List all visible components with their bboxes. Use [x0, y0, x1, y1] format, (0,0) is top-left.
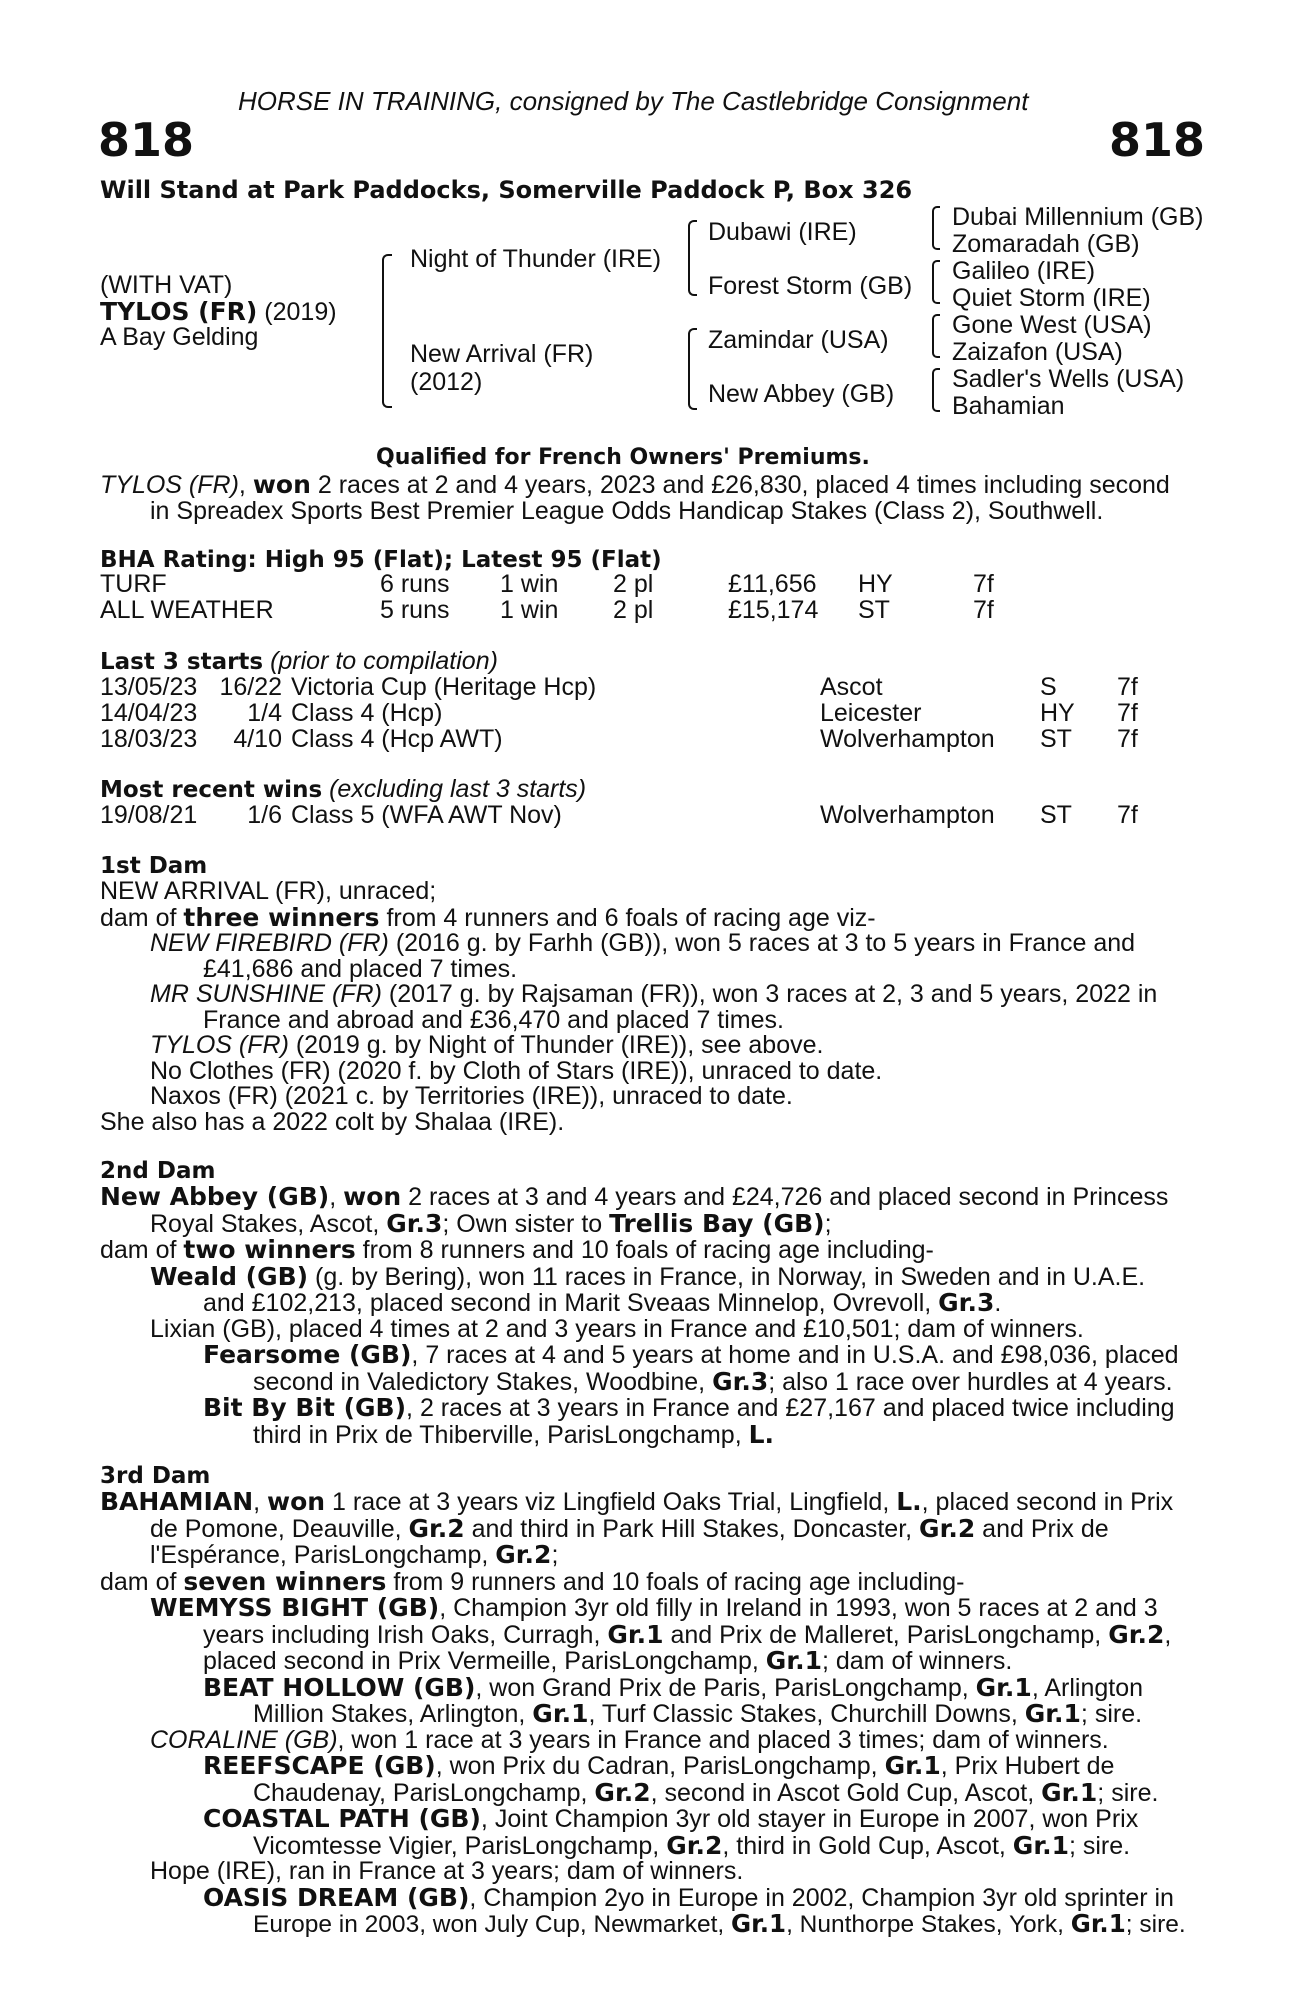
win-date: 19/08/21: [100, 801, 198, 829]
win-distance: 7f: [1117, 801, 1138, 829]
summary-text: 2 races at 2 and 4 years, 2023 and £26,830, placed 4 times including second: [317, 471, 1170, 499]
dam3-foal-coraline: CORALINE (GB), won 1 race at 3 years in France and placed 3 times; dam of winners.: [150, 1725, 1109, 1754]
start-going: HY: [1040, 699, 1075, 727]
start-race: Class 4 (Hcp): [291, 699, 443, 727]
sire: Night of Thunder (IRE): [410, 245, 662, 273]
start-course: Wolverhampton: [820, 725, 995, 753]
dam2-grandfoal-bit-by-bit: Bit By Bit (GB), 2 races at 3 years in France and £27,167 and placed twice including: [203, 1393, 1175, 1422]
rating-runs: 6 runs: [380, 570, 450, 598]
summary-horse-name: TYLOS (FR): [100, 471, 239, 499]
dam1-foal-no-clothes: No Clothes (FR) (2020 f. by Cloth of Stars (IRE)), unraced to date.: [150, 1056, 883, 1085]
brace-sire: [688, 220, 697, 296]
last-starts-note: (prior to compilation): [270, 647, 498, 675]
dam1-title: 1st Dam: [100, 853, 208, 879]
dam-year: (2012): [410, 368, 483, 396]
recent-wins-heading: [100, 777, 586, 804]
dam1-foal-tylos: TYLOS (FR) (2019 g. by Night of Thunder (IRE)), see above.: [150, 1031, 824, 1059]
dam3-foal-hope: Hope (IRE), ran in France at 3 years; dam of winners.: [150, 1857, 744, 1885]
dam3-section: [100, 1489, 1204, 1938]
horse-year: (2019): [264, 298, 337, 326]
dam1-section: [100, 879, 1204, 1135]
rating-placed: 2 pl: [613, 596, 654, 624]
brace-sire-dam: [932, 260, 940, 304]
start-date: 13/05/23: [100, 673, 198, 701]
rating-earnings: £15,174: [728, 596, 819, 624]
dam-sire-dam: Zaizafon (USA): [952, 338, 1123, 366]
rating-wins: 1 win: [500, 596, 559, 624]
rating-going: HY: [858, 570, 893, 598]
dam3-foal-wemyss-bight-cont: years including Irish Oaks, Curragh, Gr.1 and Prix de Malleret, ParisLongchamp, Gr.2,: [203, 1619, 1172, 1649]
start-course: Leicester: [820, 699, 922, 727]
dam2-grandfoal-bit-by-bit-cont: third in Prix de Thiberville, ParisLongchamp, L.: [253, 1419, 775, 1449]
brace-sire-sire: [932, 206, 940, 250]
summary-line-2: in Spreadex Sports Best Premier League Odds Handicap Stakes (Class 2), Southwell.: [150, 496, 1104, 525]
dam2-section: [100, 1184, 1204, 1448]
dam3-intro-cont-2: l'Espérance, ParisLongchamp, Gr.2;: [150, 1540, 559, 1569]
brace-horse: [382, 254, 392, 408]
race-summary: TYLOS (FR), won 2 races at 2 and 4 years, 2023 and £26,830, placed 4 times including second in Spreadex Sports Best Premier League Odds Handicap Stakes (Class 2), Southwell.: [100, 472, 1204, 524]
start-going: S: [1040, 673, 1057, 701]
dam3-grandfoal-reefscape: REEFSCAPE (GB), won Prix du Cadran, ParisLongchamp, Gr.1, Prix Hubert de: [203, 1751, 1115, 1780]
start-position: 4/10: [233, 725, 282, 753]
dam1-foal-naxos: Naxos (FR) (2021 c. by Territories (IRE)), unraced to date.: [150, 1082, 793, 1110]
rating-distance: 7f: [973, 596, 994, 624]
recent-wins-title: Most recent wins: [100, 777, 323, 803]
consignment-header: HORSE IN TRAINING, consigned by The Castlebridge Consignment: [238, 86, 1029, 116]
dam3-grandfoal-oasis-dream-cont: Europe in 2003, won July Cup, Newmarket, Gr.1, Nunthorpe Stakes, York, Gr.1; sire.: [253, 1909, 1186, 1938]
win-race: Class 5 (WFA AWT Nov): [291, 801, 562, 829]
start-date: 18/03/23: [100, 725, 198, 753]
brace-dam-sire: [932, 314, 940, 358]
dam2-intro: New Abbey (GB), won 2 races at 3 and 4 years and £24,726 and placed second in Princess: [100, 1182, 1169, 1211]
dam3-grandfoal-beat-hollow-cont: Million Stakes, Arlington, Gr.1, Turf Classic Stakes, Churchill Downs, Gr.1; sire.: [253, 1699, 1143, 1728]
dam3-intro-cont: de Pomone, Deauville, Gr.2 and third in Park Hill Stakes, Doncaster, Gr.2 and Prix de: [150, 1513, 1109, 1543]
dam2-foal-lixian: Lixian (GB), placed 4 times at 2 and 3 years in France and £10,501; dam of winners.: [150, 1314, 1084, 1343]
recent-wins-note: (excluding last 3 starts): [329, 775, 587, 803]
rating-title: BHA Rating: High 95 (Flat); Latest 95 (Flat): [100, 547, 662, 573]
sire-sire-dam: Zomaradah (GB): [952, 230, 1140, 258]
start-date: 14/04/23: [100, 699, 198, 727]
start-course: Ascot: [820, 673, 883, 701]
brace-dam-dam: [932, 368, 940, 412]
lot-number-left: 818: [98, 113, 195, 167]
dam2-intro-cont: Royal Stakes, Ascot, Gr.3; Own sister to Trellis Bay (GB);: [150, 1208, 832, 1238]
rating-surface: ALL WEATHER: [100, 596, 274, 624]
start-position: 1/4: [247, 699, 282, 727]
dam3-grandfoal-coastal-path: COASTAL PATH (GB), Joint Champion 3yr old stayer in Europe in 2007, won Prix: [203, 1804, 1139, 1833]
dam3-grandfoal-coastal-path-cont: Vicomtesse Vigier, ParisLongchamp, Gr.2, third in Gold Cup, Ascot, Gr.1; sire.: [253, 1830, 1131, 1860]
start-distance: 7f: [1117, 699, 1138, 727]
dam3-foal-wemyss-bight-cont-2: placed second in Prix Vermeille, ParisLongchamp, Gr.1; dam of winners.: [203, 1646, 1013, 1675]
horse-title: [100, 299, 337, 326]
premiums-note: Qualified for French Owners' Premiums.: [376, 445, 870, 470]
dam3-title: 3rd Dam: [100, 1463, 211, 1489]
rating-earnings: £11,656: [728, 570, 817, 598]
dam-sire: Zamindar (USA): [708, 326, 889, 354]
dam2-foal-weald: Weald (GB) (g. by Bering), won 11 races in France, in Norway, in Sweden and in U.A.E.: [150, 1261, 1146, 1291]
win-going: ST: [1040, 801, 1072, 829]
dam1-also: She also has a 2022 colt by Shalaa (IRE).: [100, 1107, 565, 1136]
rating-going: ST: [858, 596, 890, 624]
dam-sire-sire: Gone West (USA): [952, 311, 1152, 339]
dam1-foal-new-firebird-cont: £41,686 and placed 7 times.: [203, 954, 518, 983]
lot-number-right: 818: [1108, 113, 1205, 167]
dam2-produce-summary: dam of two winners from 8 runners and 10 foals of racing age including-: [100, 1235, 934, 1264]
last-starts-heading: [100, 649, 498, 676]
stand-location: Will Stand at Park Paddocks, Somerville Paddock P, Box 326: [100, 176, 913, 204]
start-race: Victoria Cup (Heritage Hcp): [291, 673, 597, 701]
vat-note: (WITH VAT): [100, 271, 233, 299]
dam2-title: 2nd Dam: [100, 1158, 216, 1184]
dam3-grandfoal-beat-hollow: BEAT HOLLOW (GB), won Grand Prix de Paris, ParisLongchamp, Gr.1, Arlington: [203, 1672, 1144, 1702]
win-position: 1/6: [247, 801, 282, 829]
rating-surface: TURF: [100, 570, 167, 598]
dam2-foal-weald-cont: and £102,213, placed second in Marit Sveaas Minnelop, Ovrevoll, Gr.3.: [203, 1288, 1002, 1317]
rating-runs: 5 runs: [380, 596, 450, 624]
rating-distance: 7f: [973, 570, 994, 598]
start-going: ST: [1040, 725, 1072, 753]
start-race: Class 4 (Hcp AWT): [291, 725, 503, 753]
sire-dam-dam: Quiet Storm (IRE): [952, 284, 1151, 312]
start-distance: 7f: [1117, 673, 1138, 701]
dam2-grandfoal-fearsome: Fearsome (GB), 7 races at 4 and 5 years at home and in U.S.A. and £98,036, placed: [203, 1340, 1179, 1369]
rating-wins: 1 win: [500, 570, 559, 598]
horse-description: A Bay Gelding: [100, 323, 259, 351]
dam1-foal-mr-sunshine: MR SUNSHINE (FR) (2017 g. by Rajsaman (FR)), won 3 races at 2, 3 and 5 years, 2022 in: [150, 980, 1158, 1008]
win-course: Wolverhampton: [820, 801, 995, 829]
dam-dam: New Abbey (GB): [708, 380, 895, 408]
dam1-foal-mr-sunshine-cont: France and abroad and £36,470 and placed 7 times.: [203, 1005, 784, 1034]
sire-sire: Dubawi (IRE): [708, 218, 857, 246]
dam: New Arrival (FR): [410, 340, 594, 368]
dam3-grandfoal-oasis-dream: OASIS DREAM (GB), Champion 2yo in Europe in 2002, Champion 3yr old sprinter in: [203, 1882, 1174, 1912]
sire-dam-sire: Galileo (IRE): [952, 257, 1096, 285]
sire-sire-sire: Dubai Millennium (GB): [952, 203, 1204, 231]
last-starts-title: Last 3 starts: [100, 649, 264, 675]
brace-dam: [688, 328, 697, 410]
dam3-grandfoal-reefscape-cont: Chaudenay, ParisLongchamp, Gr.2, second in Ascot Gold Cup, Ascot, Gr.1; sire.: [253, 1777, 1159, 1807]
sire-dam: Forest Storm (GB): [708, 272, 913, 300]
dam1-foal-new-firebird: NEW FIREBIRD (FR) (2016 g. by Farhh (GB)), won 5 races at 3 to 5 years in France and: [150, 929, 1136, 957]
dam3-produce-summary: dam of seven winners from 9 runners and 10 foals of racing age including-: [100, 1566, 965, 1596]
dam1-intro: NEW ARRIVAL (FR), unraced;: [100, 877, 437, 905]
dam1-produce-summary: dam of three winners from 4 runners and 6 foals of racing age viz-: [100, 902, 876, 932]
start-distance: 7f: [1117, 725, 1138, 753]
dam-dam-sire: Sadler's Wells (USA): [952, 365, 1185, 393]
summary-won: won: [252, 470, 311, 499]
horse-name: TYLOS (FR): [100, 297, 258, 326]
dam3-intro: BAHAMIAN, won 1 race at 3 years viz Lingfield Oaks Trial, Lingfield, L., placed second in Prix: [100, 1487, 1174, 1516]
dam2-grandfoal-fearsome-cont: second in Valedictory Stakes, Woodbine, Gr.3; also 1 race over hurdles at 4 years.: [253, 1366, 1173, 1396]
dam-dam-dam: Bahamian: [952, 392, 1065, 420]
dam3-foal-wemyss-bight: WEMYSS BIGHT (GB), Champion 3yr old filly in Ireland in 1993, won 5 races at 2 and 3: [150, 1593, 1158, 1622]
start-position: 16/22: [219, 673, 282, 701]
rating-placed: 2 pl: [613, 570, 654, 598]
